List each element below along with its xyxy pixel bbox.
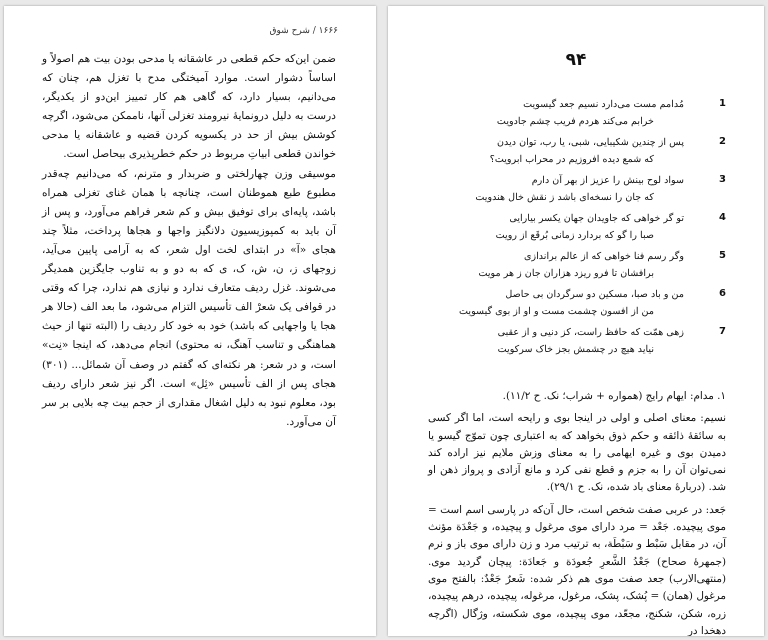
verse xyxy=(428,136,726,174)
left-page-body xyxy=(42,50,336,432)
commentary-paragraph: ۱. مدام: ایهام رایج (همواره + شراب؛ نک. ح ۱۱/۲). xyxy=(502,390,726,402)
verse xyxy=(428,288,726,326)
left-page xyxy=(4,6,376,636)
running-head: ۱۶۶۶ / شرح شوق xyxy=(269,26,338,36)
hemistich-first: زهی همّت که حافظ راست، کز دنیی و از عقبی xyxy=(497,327,684,338)
hemistich-first: سواد لوح بینش را عزیز از بهر آن دارم xyxy=(531,175,684,186)
verse-number: 5 xyxy=(719,250,726,261)
hemistich-second: که شمع دیده افروزیم در محراب ابرویت؟ xyxy=(489,154,654,165)
verse-number: 3 xyxy=(719,174,726,185)
commentary-paragraph: جَعد: در عربی صفت شخص است، حال آن‌که در پارسی اسم است = موی پیچیده. جَعْد = مرد دارای موی مرغول و پیچیده، و جَعْدَة مؤنث آن، در مقابل سَبْط و سَبْطَة، به ترتیب مرد و زن دارای موی باز و نرم (جمهرهٔ صحاح) جَعْدُ الشَّعرِ جُعودَة و جَعادَة: پیچان گردید موی. (منتهی‌الارب) جعد صفت موی هم ذکر شده: شَعرٌ جَعْدٌ: بالفتح موی مرغول (همان) = پُشک، پشک، مرغول، مرغوله، پیچیده، درهم پیچیده، زره، شکن، شکنج، مجعّد، موی پیچیده، موی شکسته، وژگال (اگرچه دهخدا در xyxy=(428,503,726,636)
hemistich-first: پس از چندین شکیبایی، شبی، یا رب، توان دیدن xyxy=(497,137,684,148)
verse-list xyxy=(428,98,726,364)
hemistich-second: صبا را گو که بردارد زمانی بُرقَع از رویت xyxy=(495,230,654,241)
verse-number: 1 xyxy=(719,98,726,109)
body-paragraph: ضمن این‌که حکم قطعی در عاشقانه یا مدحی بودن بیت هم اصولاً و اساساً دشوار است. موارد آمیختگی مدح با تغزل هم، چنان که می‌دانیم، بسیار دارد، که گاهی هم کار تمییز این‌دو از یکدیگر، درست به دلیل درونمایهٔ نیرومند تغزلی آنها، ناممکن می‌شود، اگرچه کوشش بیش از حد در یکسویه کردن قضیه و عاشقانه یا مدحی خواندن قطعی ابیاتِ مربوط در حکم خطرپذیری بیحاصل است. xyxy=(42,53,336,161)
commentary xyxy=(428,388,726,636)
hemistich-first: تو گر خواهی که جاویدان جهان یکسر بیارایی xyxy=(509,213,684,224)
hemistich-first: وگر رسم فنا خواهی که از عالم براندازی xyxy=(523,251,684,262)
hemistich-second: من از افسون چشمت مست و او از بوی گیسویت xyxy=(458,306,654,317)
right-page xyxy=(388,6,764,636)
ghazal-number: ۹۴ xyxy=(565,50,587,70)
verse-number: 4 xyxy=(719,212,726,223)
verse-number: 6 xyxy=(719,288,726,299)
verse xyxy=(428,326,726,364)
verse xyxy=(428,250,726,288)
verse xyxy=(428,98,726,136)
hemistich-second: برافشان تا فرو ریزد هزاران جان ز هر مویت xyxy=(478,268,654,279)
verse xyxy=(428,174,726,212)
verse xyxy=(428,212,726,250)
hemistich-second: که جان را نسخه‌ای باشد ز نقش خال هندویت xyxy=(475,192,654,203)
hemistich-second: خرابم می‌کند هردم فریب چشم جادویت xyxy=(496,116,654,127)
hemistich-first: من و باد صبا، مسکین دو سرگردان بی حاصل xyxy=(505,289,684,300)
verse-number: 2 xyxy=(719,136,726,147)
body-paragraph: موسیقی وزن چهارلختی و ضربدار و مترنم، که می‌دانیم چه‌قدر مطبوع طبع هموطنان است، چنانچه با همان غنای تغزلی همراه باشد، پایه‌ای برای توفیق بیش و کم شعر فراهم می‌آورد، و پس از آن باید به کمپوزیسیون دلانگیز واجها و هجاها پرداخت، مثلاً چند هجای «آ» در ابتدای لخت اول شعر، که به آرامی پایین می‌آید، زوجهای ز، ن، ش، ک، ی که به دو و به تناوب جایگزین همدیگر می‌شوند. غزل ردیف متعارف ندارد و نیازی هم ندارد، چرا که وقتی در قوافی یک شعرْ الف تأسیس التزام می‌شود، ما بعد الف (حالا هر هجا یا واجهایی که باشد) خود به خود کار ردیف را (البته تنها از حیث هماهنگی و تناسب آهنگ، نه محتوی) انجام می‌دهد، که اینجا «نِت» است، و در شعر: هر نکته‌ای که گفتم در وصف آن شمائل... (۳۰۱) هجای پس از الف تأسیس «ئِل» است. اگر نیز شعر دارای ردیف بود، معلوم نبود به دلیل اشغال مقداری از حجم بیت چه بلایی بر سر آن می‌آورد. xyxy=(42,167,336,428)
hemistich-second: نیاید هیچ در چشمش بجز خاک سرکویت xyxy=(497,344,654,355)
commentary-paragraph: نسیم: معنای اصلی و اولی در اینجا بوی و رایحه است، اما اگر کسی به سائقهٔ ذائقه و حکم ذوق بخواهد که به اعتباری چون تموّج گیسو یا دمیدن بوی و غیره ایهامی را به معنای وزش ملایم نیز اراده کند نمی‌توان آن را به جزم و قطع نفی کرد و مانع آزادی و پرواز ذهن او شد. (دربارهٔ معنای باد شده، نک. ح ۲۹/۱). xyxy=(428,412,726,494)
verse-number: 7 xyxy=(719,326,726,337)
hemistich-first: مُدامم مست می‌دارد نسیم جعد گیسویت xyxy=(523,99,684,110)
